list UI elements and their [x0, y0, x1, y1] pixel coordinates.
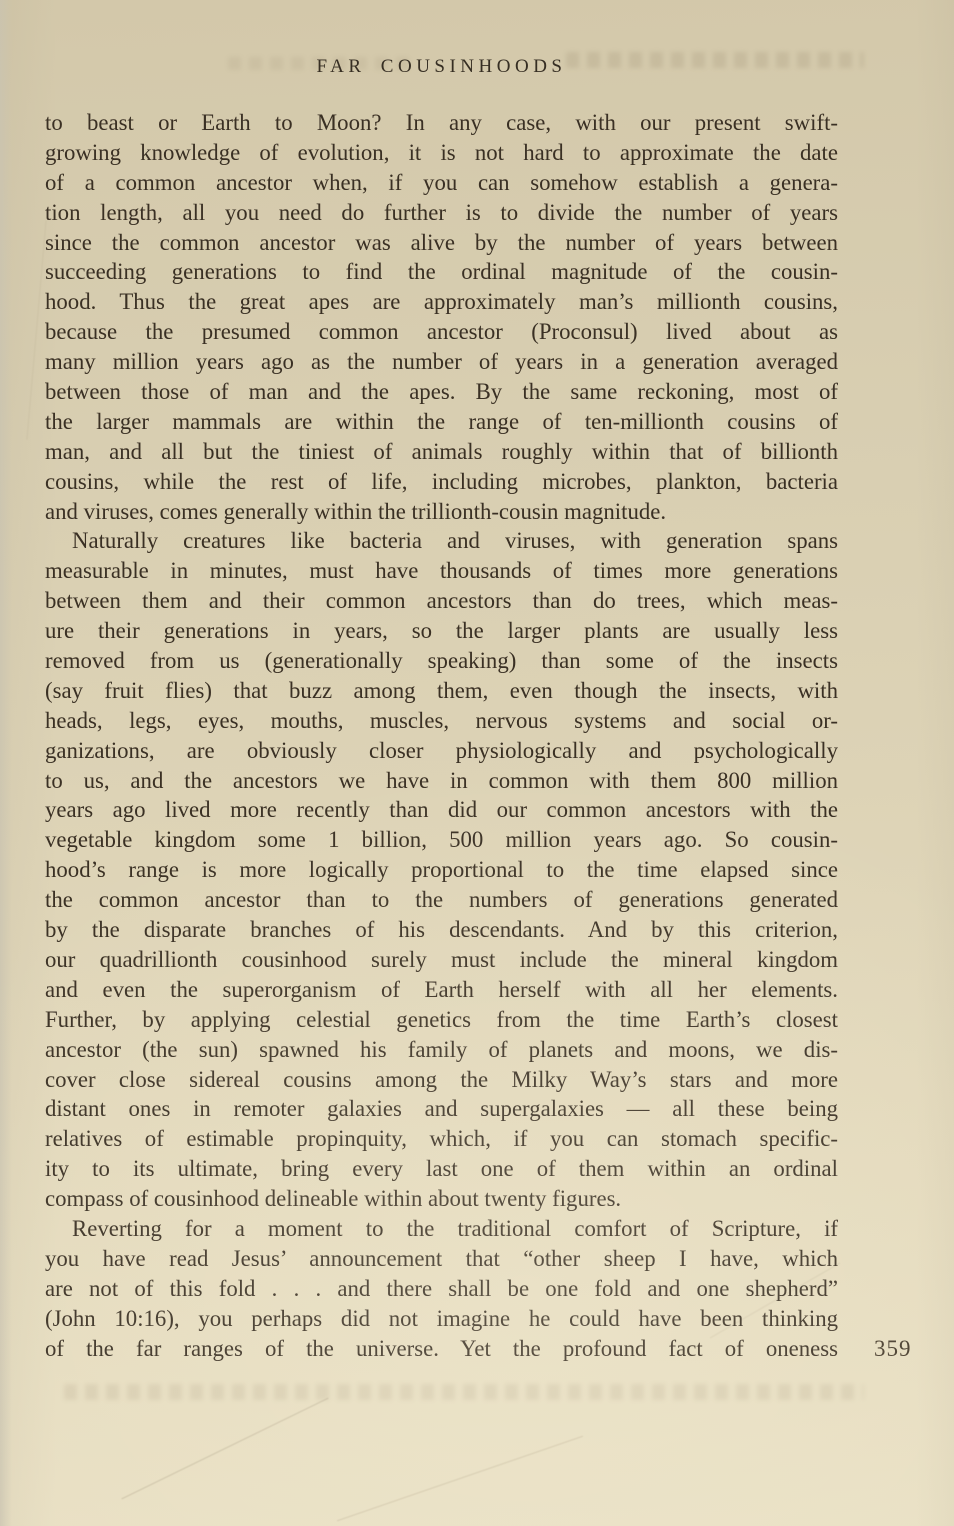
text-line: ity to its ultimate, bring every last one of them within an ordinal — [45, 1156, 838, 1182]
text-line: growing knowledge of evolution, it is not hard to approximate the date — [45, 139, 838, 165]
text-line: to us, and the ancestors we have in common with them 800 million — [45, 767, 838, 793]
paper-scratch — [337, 1436, 583, 1522]
text-line: years ago lived more recently than did our common ancestors with the — [45, 797, 838, 823]
page-number: 359 — [874, 1336, 912, 1361]
text-line: because the presumed common ancestor (Proconsul) lived about as — [45, 319, 838, 345]
body-text — [45, 108, 838, 1363]
text-line: of the far ranges of the universe. Yet the profound fact of oneness — [45, 1335, 838, 1361]
text-line: ganizations, are obviously closer physiologically and psychologically — [45, 737, 838, 763]
text-line: between those of man and the apes. By the same reckoning, most of — [45, 379, 838, 405]
text-line: Naturally creatures like bacteria and viruses, with generation spans — [72, 528, 838, 554]
text-line: and even the superorganism of Earth herself with all her elements. — [45, 976, 838, 1002]
text-line: man, and all but the tiniest of animals roughly within that of billionth — [45, 438, 838, 464]
text-line: to beast or Earth to Moon? In any case, with our present swift- — [45, 110, 838, 135]
text-line: by the disparate branches of his descendants. And by this criterion, — [45, 917, 838, 943]
text-line: ancestor (the sun) spawned his family of planets and moons, we dis- — [45, 1036, 838, 1062]
text-line: hood’s range is more logically proportional to the time elapsed since — [45, 857, 838, 883]
text-line: (John 10:16), you perhaps did not imagine he could have been thinking — [45, 1305, 838, 1331]
paragraph — [45, 526, 838, 1213]
text-line: hood. Thus the great apes are approximately man’s millionth cousins, — [45, 289, 838, 315]
text-line: ure their generations in years, so the larger plants are usually less — [45, 618, 838, 644]
bleedthrough-ghost-bottom — [64, 1384, 864, 1400]
text-line: vegetable kingdom some 1 billion, 500 million years ago. So cousin- — [45, 827, 838, 853]
text-line: (say fruit flies) that buzz among them, even though the insects, with — [45, 677, 838, 703]
text-line: distant ones in remoter galaxies and supergalaxies — all these being — [45, 1096, 838, 1122]
text-line: the larger mammals are within the range of ten-millionth cousins of — [45, 408, 838, 434]
text-line: compass of cousinhood delineable within about twenty figures. — [45, 1186, 622, 1212]
text-line: since the common ancestor was alive by the number of years between — [45, 229, 838, 255]
text-line: tion length, all you need do further is to divide the number of years — [45, 199, 838, 225]
running-header: FAR COUSINHOODS — [316, 56, 567, 77]
text-line: measurable in minutes, must have thousands of times more generations — [45, 558, 838, 584]
paper-scratch — [121, 1398, 328, 1500]
text-line: and viruses, comes generally within the trillionth-cousin magnitude. — [45, 498, 667, 524]
paragraph — [45, 1214, 838, 1363]
text-line: cousins, while the rest of life, including microbes, plankton, bacteria — [45, 468, 838, 494]
text-line: heads, legs, eyes, mouths, muscles, nervous systems and social or- — [45, 707, 838, 733]
text-line: the common ancestor than to the numbers of generations generated — [45, 887, 838, 913]
text-line: many million years ago as the number of years in a generation averaged — [45, 349, 838, 375]
paragraph — [45, 108, 838, 526]
text-line: succeeding generations to find the ordinal magnitude of the cousin- — [45, 259, 838, 285]
paper-crease — [26, 220, 46, 439]
text-line: you have read Jesus’ announcement that “other sheep I have, which — [45, 1245, 838, 1271]
text-line: relatives of estimable propinquity, which, if you can stomach specific- — [45, 1126, 838, 1152]
text-line: removed from us (generationally speaking) than some of the insects — [45, 648, 838, 674]
text-line: Further, by applying celestial genetics from the time Earth’s closest — [45, 1006, 838, 1032]
text-line: between them and their common ancestors than do trees, which meas- — [45, 588, 838, 614]
text-line: Reverting for a moment to the traditional comfort of Scripture, if — [72, 1215, 838, 1241]
text-line: our quadrillionth cousinhood surely must include the mineral kingdom — [45, 946, 838, 972]
text-line: are not of this fold . . . and there shall be one fold and one shepherd” — [45, 1275, 838, 1301]
text-line: of a common ancestor when, if you can somehow establish a genera- — [45, 169, 838, 195]
page-edge-shadow — [0, 0, 12, 1526]
text-line: cover close sidereal cousins among the Milky Way’s stars and more — [45, 1066, 838, 1092]
